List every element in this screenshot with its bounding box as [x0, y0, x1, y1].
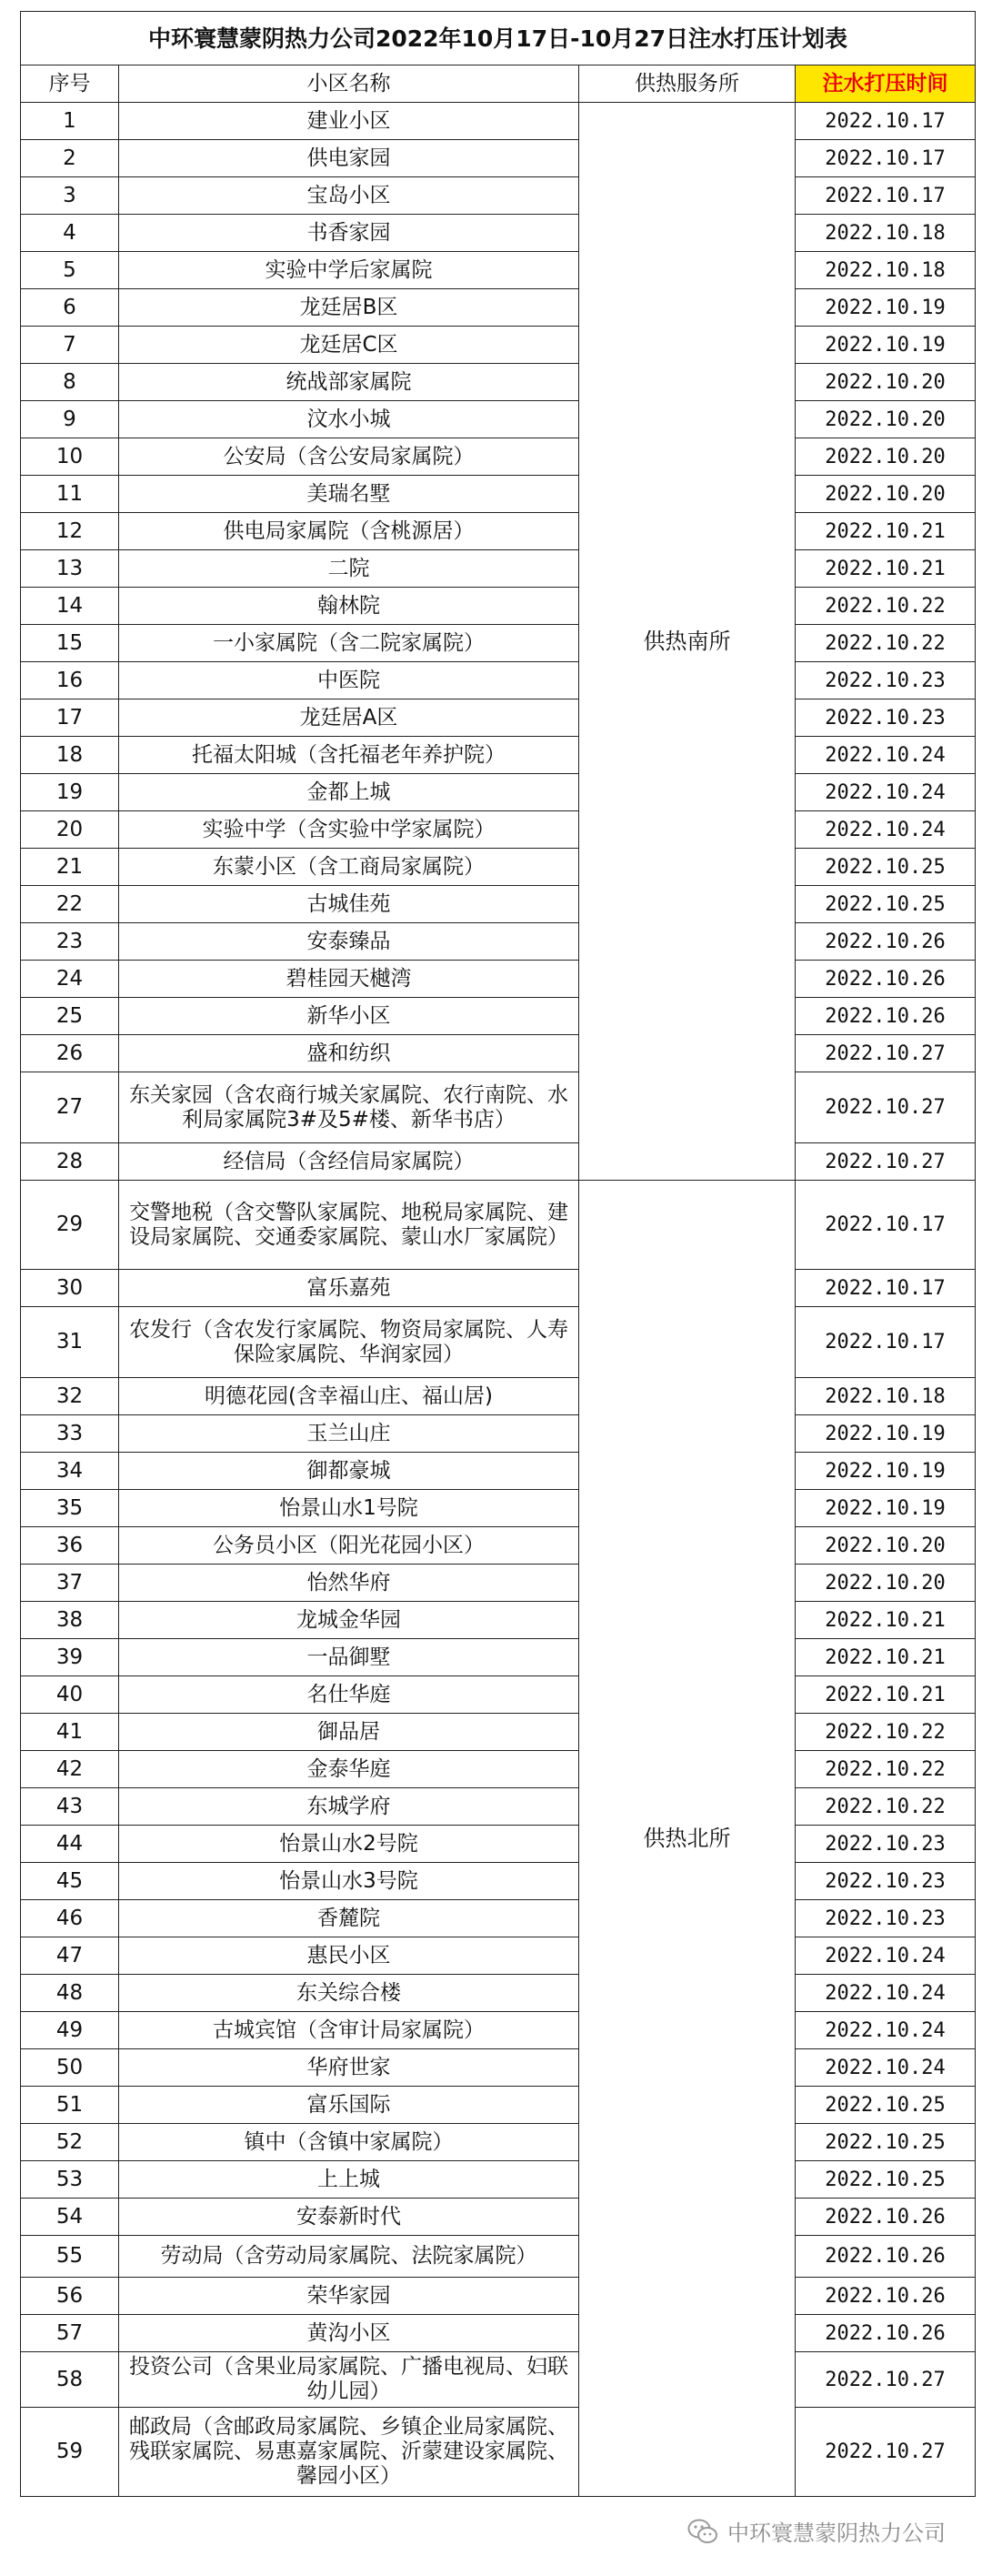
- table-row: [21, 401, 976, 438]
- row-no: 12: [21, 513, 119, 550]
- row-date: 2022.10.22: [796, 625, 976, 662]
- row-date: 2022.10.17: [796, 140, 976, 177]
- row-date: 2022.10.18: [796, 252, 976, 289]
- row-date: 2022.10.27: [796, 1072, 976, 1143]
- row-name: 书香家园: [119, 215, 579, 252]
- row-name: 上上城: [119, 2161, 579, 2199]
- table-row: [21, 1490, 976, 1527]
- row-name: 宝岛小区: [119, 177, 579, 215]
- row-name: 劳动局（含劳动局家属院、法院家属院）: [119, 2236, 579, 2278]
- row-no: 13: [21, 550, 119, 588]
- table-row: [21, 2087, 976, 2124]
- row-no: 50: [21, 2049, 119, 2087]
- row-name: 龙城金华园: [119, 1602, 579, 1639]
- table-row: [21, 2199, 976, 2236]
- table-row: [21, 737, 976, 774]
- table-row: [21, 588, 976, 625]
- table-row: [21, 1143, 976, 1181]
- row-date: 2022.10.25: [796, 2087, 976, 2124]
- table-row: [21, 886, 976, 923]
- table-row: [21, 1975, 976, 2012]
- table-row: [21, 2315, 976, 2352]
- row-name: 东关家园（含农商行城关家属院、农行南院、水利局家属院3#及5#楼、新华书店）: [119, 1072, 579, 1143]
- table-row: [21, 1270, 976, 1307]
- row-no: 7: [21, 327, 119, 364]
- table-row: [21, 961, 976, 998]
- row-name: 盛和纺织: [119, 1035, 579, 1072]
- table-body: [21, 103, 976, 2497]
- row-no: 49: [21, 2012, 119, 2049]
- row-date: 2022.10.26: [796, 2278, 976, 2315]
- row-name: 黄沟小区: [119, 2315, 579, 2352]
- table-row: [21, 1937, 976, 1975]
- row-no: 35: [21, 1490, 119, 1527]
- watermark-text: 中环寰慧蒙阴热力公司: [727, 2521, 946, 2546]
- table-row: [21, 1900, 976, 1937]
- row-name: 东蒙小区（含工商局家属院）: [119, 849, 579, 886]
- row-name: 新华小区: [119, 998, 579, 1035]
- table-row: [21, 1788, 976, 1826]
- row-no: 6: [21, 289, 119, 327]
- row-no: 27: [21, 1072, 119, 1143]
- row-no: 58: [21, 2352, 119, 2408]
- row-date: 2022.10.27: [796, 1035, 976, 1072]
- table-row: [21, 1565, 976, 1602]
- table-row: [21, 2124, 976, 2161]
- row-name: 怡景山水2号院: [119, 1826, 579, 1863]
- row-name: 龙廷居B区: [119, 289, 579, 327]
- row-no: 47: [21, 1937, 119, 1975]
- row-no: 54: [21, 2199, 119, 2236]
- row-date: 2022.10.17: [796, 1270, 976, 1307]
- row-date: 2022.10.23: [796, 1900, 976, 1937]
- row-no: 33: [21, 1415, 119, 1453]
- row-date: 2022.10.17: [796, 1307, 976, 1378]
- row-date: 2022.10.25: [796, 2124, 976, 2161]
- row-no: 53: [21, 2161, 119, 2199]
- row-name: 公务员小区（阳光花园小区）: [119, 1527, 579, 1565]
- table-row: [21, 103, 976, 140]
- row-name: 农发行（含农发行家属院、物资局家属院、人寿保险家属院、华润家园）: [119, 1307, 579, 1378]
- row-date: 2022.10.20: [796, 1527, 976, 1565]
- header-no: 序号: [21, 65, 119, 103]
- table-row: [21, 1639, 976, 1676]
- table-row: [21, 2236, 976, 2278]
- table-row: [21, 2352, 976, 2408]
- row-no: 30: [21, 1270, 119, 1307]
- row-no: 48: [21, 1975, 119, 2012]
- row-date: 2022.10.20: [796, 401, 976, 438]
- row-date: 2022.10.20: [796, 476, 976, 513]
- row-date: 2022.10.25: [796, 849, 976, 886]
- row-name: 公安局（含公安局家属院）: [119, 438, 579, 476]
- row-date: 2022.10.25: [796, 2161, 976, 2199]
- row-no: 57: [21, 2315, 119, 2352]
- table-row: [21, 476, 976, 513]
- table-row: [21, 1527, 976, 1565]
- row-date: 2022.10.19: [796, 1490, 976, 1527]
- table-row: [21, 1714, 976, 1751]
- table-row: [21, 364, 976, 401]
- row-name: 富乐国际: [119, 2087, 579, 2124]
- row-name: 经信局（含经信局家属院）: [119, 1143, 579, 1181]
- row-date: 2022.10.19: [796, 327, 976, 364]
- row-name: 二院: [119, 550, 579, 588]
- row-no: 24: [21, 961, 119, 998]
- row-name: 名仕华庭: [119, 1676, 579, 1714]
- row-no: 52: [21, 2124, 119, 2161]
- row-name: 明德花园(含幸福山庄、福山居): [119, 1378, 579, 1415]
- row-no: 10: [21, 438, 119, 476]
- row-no: 3: [21, 177, 119, 215]
- row-no: 40: [21, 1676, 119, 1714]
- table-row: [21, 1751, 976, 1788]
- row-date: 2022.10.26: [796, 998, 976, 1035]
- row-no: 20: [21, 811, 119, 849]
- row-name: 中医院: [119, 662, 579, 699]
- row-name: 怡然华府: [119, 1565, 579, 1602]
- row-date: 2022.10.27: [796, 1143, 976, 1181]
- row-date: 2022.10.20: [796, 1565, 976, 1602]
- row-date: 2022.10.17: [796, 177, 976, 215]
- row-date: 2022.10.24: [796, 1937, 976, 1975]
- row-date: 2022.10.23: [796, 1863, 976, 1900]
- row-name: 托福太阳城（含托福老年养护院）: [119, 737, 579, 774]
- table-row: [21, 923, 976, 961]
- row-date: 2022.10.23: [796, 662, 976, 699]
- table-row: [21, 625, 976, 662]
- station-cell: 供热北所: [579, 1181, 796, 2497]
- row-date: 2022.10.19: [796, 289, 976, 327]
- row-no: 14: [21, 588, 119, 625]
- row-name: 统战部家属院: [119, 364, 579, 401]
- row-no: 41: [21, 1714, 119, 1751]
- row-date: 2022.10.24: [796, 811, 976, 849]
- row-name: 荣华家园: [119, 2278, 579, 2315]
- table-row: [21, 2408, 976, 2497]
- header-time: 注水打压时间: [796, 65, 976, 103]
- row-no: 56: [21, 2278, 119, 2315]
- row-date: 2022.10.23: [796, 699, 976, 737]
- row-name: 金都上城: [119, 774, 579, 811]
- row-no: 59: [21, 2408, 119, 2497]
- table-row: [21, 699, 976, 737]
- row-name: 邮政局（含邮政局家属院、乡镇企业局家属院、残联家属院、易惠嘉家属院、沂蒙建设家属院、馨园小区）: [119, 2408, 579, 2497]
- row-date: 2022.10.22: [796, 588, 976, 625]
- row-name: 惠民小区: [119, 1937, 579, 1975]
- row-date: 2022.10.17: [796, 103, 976, 140]
- table-row: [21, 998, 976, 1035]
- row-name: 玉兰山庄: [119, 1415, 579, 1453]
- row-name: 金泰华庭: [119, 1751, 579, 1788]
- table-row: [21, 811, 976, 849]
- row-no: 9: [21, 401, 119, 438]
- table-row: [21, 2161, 976, 2199]
- row-no: 26: [21, 1035, 119, 1072]
- row-name: 安泰臻品: [119, 923, 579, 961]
- row-no: 34: [21, 1453, 119, 1490]
- row-name: 碧桂园天樾湾: [119, 961, 579, 998]
- row-no: 15: [21, 625, 119, 662]
- row-name: 美瑞名墅: [119, 476, 579, 513]
- row-date: 2022.10.21: [796, 550, 976, 588]
- row-name: 翰林院: [119, 588, 579, 625]
- row-date: 2022.10.24: [796, 2049, 976, 2087]
- row-date: 2022.10.24: [796, 774, 976, 811]
- row-name: 古城佳苑: [119, 886, 579, 923]
- table-row: [21, 550, 976, 588]
- row-name: 富乐嘉苑: [119, 1270, 579, 1307]
- row-date: 2022.10.24: [796, 2012, 976, 2049]
- row-date: 2022.10.25: [796, 886, 976, 923]
- row-no: 23: [21, 923, 119, 961]
- row-date: 2022.10.27: [796, 2352, 976, 2408]
- row-date: 2022.10.19: [796, 1415, 976, 1453]
- table-row: [21, 1676, 976, 1714]
- wechat-icon: [687, 2518, 718, 2545]
- row-date: 2022.10.26: [796, 961, 976, 998]
- table-row: [21, 1035, 976, 1072]
- row-no: 37: [21, 1565, 119, 1602]
- plan-sheet: [20, 11, 975, 2497]
- row-date: 2022.10.22: [796, 1714, 976, 1751]
- row-no: 11: [21, 476, 119, 513]
- table-row: [21, 1415, 976, 1453]
- row-no: 5: [21, 252, 119, 289]
- row-name: 交警地税（含交警队家属院、地税局家属院、建设局家属院、交通委家属院、蒙山水厂家属院）: [119, 1181, 579, 1270]
- row-no: 22: [21, 886, 119, 923]
- row-date: 2022.10.26: [796, 2199, 976, 2236]
- table-row: [21, 177, 976, 215]
- row-no: 28: [21, 1143, 119, 1181]
- row-date: 2022.10.20: [796, 438, 976, 476]
- row-date: 2022.10.23: [796, 1826, 976, 1863]
- station-cell: 供热南所: [579, 103, 796, 1181]
- table-row: [21, 1378, 976, 1415]
- header-name: 小区名称: [119, 65, 579, 103]
- row-no: 21: [21, 849, 119, 886]
- row-name: 御品居: [119, 1714, 579, 1751]
- row-name: 实验中学后家属院: [119, 252, 579, 289]
- header-station: 供热服务所: [579, 65, 796, 103]
- row-name: 华府世家: [119, 2049, 579, 2087]
- row-date: 2022.10.24: [796, 737, 976, 774]
- table-row: [21, 2012, 976, 2049]
- row-no: 18: [21, 737, 119, 774]
- table-row: [21, 1307, 976, 1378]
- table-row: [21, 774, 976, 811]
- row-date: 2022.10.22: [796, 1751, 976, 1788]
- row-date: 2022.10.18: [796, 215, 976, 252]
- row-no: 32: [21, 1378, 119, 1415]
- plan-table: [20, 11, 976, 2497]
- table-row: [21, 438, 976, 476]
- table-row: [21, 140, 976, 177]
- row-no: 55: [21, 2236, 119, 2278]
- row-date: 2022.10.26: [796, 2236, 976, 2278]
- row-name: 龙廷居A区: [119, 699, 579, 737]
- table-row: [21, 1181, 976, 1270]
- row-no: 2: [21, 140, 119, 177]
- table-row: [21, 1602, 976, 1639]
- table-row: [21, 849, 976, 886]
- row-name: 古城宾馆（含审计局家属院）: [119, 2012, 579, 2049]
- row-no: 42: [21, 1751, 119, 1788]
- table-row: [21, 327, 976, 364]
- row-name: 实验中学（含实验中学家属院）: [119, 811, 579, 849]
- table-row: [21, 662, 976, 699]
- row-no: 1: [21, 103, 119, 140]
- row-date: 2022.10.21: [796, 1602, 976, 1639]
- row-no: 38: [21, 1602, 119, 1639]
- table-title: 中环寰慧蒙阴热力公司2022年10月17日-10月27日注水打压计划表: [21, 12, 976, 65]
- row-name: 供电局家属院（含桃源居）: [119, 513, 579, 550]
- table-row: [21, 1072, 976, 1143]
- row-no: 43: [21, 1788, 119, 1826]
- row-name: 供电家园: [119, 140, 579, 177]
- row-date: 2022.10.21: [796, 1639, 976, 1676]
- row-date: 2022.10.26: [796, 2315, 976, 2352]
- row-name: 东城学府: [119, 1788, 579, 1826]
- row-no: 31: [21, 1307, 119, 1378]
- table-row: [21, 1826, 976, 1863]
- row-name: 镇中（含镇中家属院）: [119, 2124, 579, 2161]
- row-date: 2022.10.19: [796, 1453, 976, 1490]
- row-date: 2022.10.17: [796, 1181, 976, 1270]
- row-name: 一小家属院（含二院家属院）: [119, 625, 579, 662]
- row-date: 2022.10.27: [796, 2408, 976, 2497]
- table-row: [21, 513, 976, 550]
- row-no: 8: [21, 364, 119, 401]
- row-date: 2022.10.26: [796, 923, 976, 961]
- row-date: 2022.10.21: [796, 513, 976, 550]
- row-no: 29: [21, 1181, 119, 1270]
- row-no: 25: [21, 998, 119, 1035]
- table-row: [21, 252, 976, 289]
- row-name: 建业小区: [119, 103, 579, 140]
- row-no: 45: [21, 1863, 119, 1900]
- table-row: [21, 1863, 976, 1900]
- table-row: [21, 1453, 976, 1490]
- row-name: 安泰新时代: [119, 2199, 579, 2236]
- row-no: 17: [21, 699, 119, 737]
- row-date: 2022.10.21: [796, 1676, 976, 1714]
- table-row: [21, 2049, 976, 2087]
- row-no: 19: [21, 774, 119, 811]
- row-date: 2022.10.22: [796, 1788, 976, 1826]
- row-name: 龙廷居C区: [119, 327, 579, 364]
- row-no: 39: [21, 1639, 119, 1676]
- row-date: 2022.10.20: [796, 364, 976, 401]
- row-date: 2022.10.24: [796, 1975, 976, 2012]
- row-date: 2022.10.18: [796, 1378, 976, 1415]
- row-no: 4: [21, 215, 119, 252]
- row-name: 香麓院: [119, 1900, 579, 1937]
- row-name: 怡景山水1号院: [119, 1490, 579, 1527]
- row-name: 东关综合楼: [119, 1975, 579, 2012]
- row-name: 汶水小城: [119, 401, 579, 438]
- row-name: 一品御墅: [119, 1639, 579, 1676]
- watermark: [687, 2515, 946, 2547]
- table-row: [21, 289, 976, 327]
- row-no: 16: [21, 662, 119, 699]
- row-no: 44: [21, 1826, 119, 1863]
- table-row: [21, 2278, 976, 2315]
- table-row: [21, 215, 976, 252]
- row-name: 御都豪城: [119, 1453, 579, 1490]
- row-no: 36: [21, 1527, 119, 1565]
- row-no: 46: [21, 1900, 119, 1937]
- row-name: 怡景山水3号院: [119, 1863, 579, 1900]
- row-name: 投资公司（含果业局家属院、广播电视局、妇联幼儿园）: [119, 2352, 579, 2408]
- row-no: 51: [21, 2087, 119, 2124]
